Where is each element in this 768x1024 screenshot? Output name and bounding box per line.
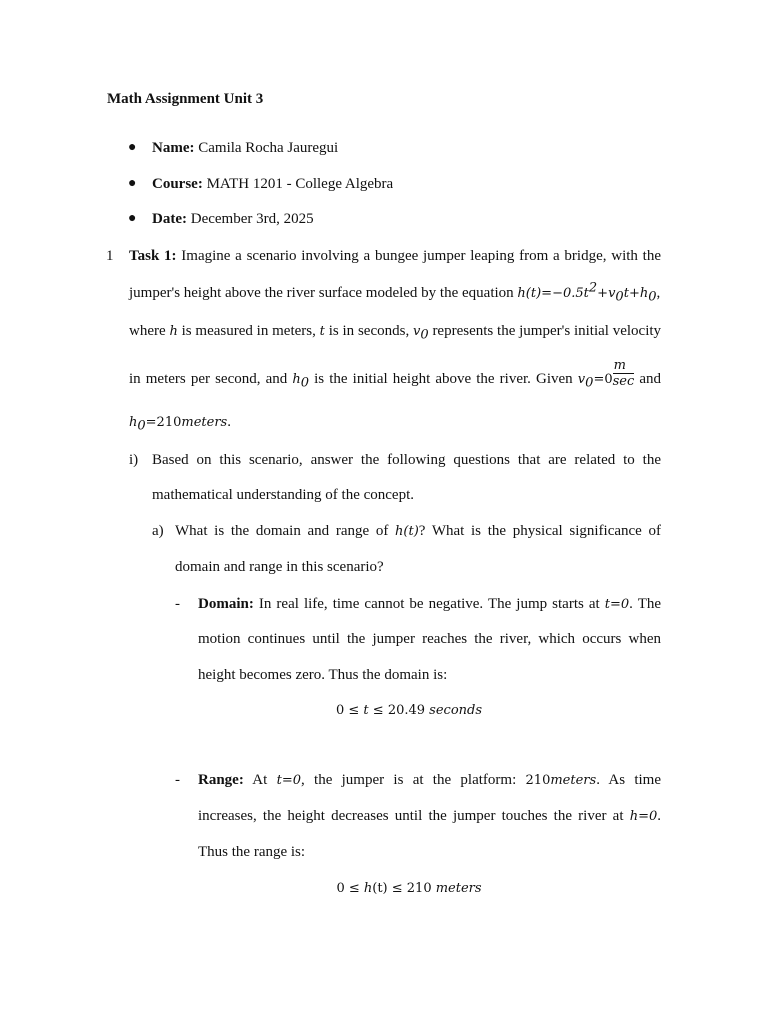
task-label: Task 1:	[129, 248, 177, 264]
page-title: Math Assignment Unit 3	[107, 91, 264, 107]
range-line-2: increases, the height decreases until the jumper touches the river at h=0.	[198, 808, 661, 824]
domain-result: 0 ≤ t ≤ 20.49 seconds	[335, 703, 483, 718]
date-label: Date:	[152, 211, 187, 227]
bullet-icon: ●	[128, 211, 137, 226]
task-line-3: where h is measured in meters, t is in seconds, $v_0$ represents the jumper's initial velocity	[129, 323, 662, 343]
range-marker: -	[175, 772, 180, 788]
domain-marker: -	[175, 596, 180, 612]
task-number: 1	[106, 248, 114, 264]
part-i-line-1: Based on this scenario, answer the following questions that are related to the	[152, 452, 661, 468]
task-line-5: $h_0=210meters$.	[129, 414, 231, 434]
task-line-4: in meters per second, and $h_0$ is the initial height above the river. Given $v_0=0$ $\frac{m}{\sec}$ and	[129, 358, 662, 391]
course-label: Course:	[152, 176, 203, 192]
name-value: Camila Rocha Jauregui	[198, 140, 339, 156]
part-i-marker: i)	[129, 452, 139, 468]
part-a-marker: a)	[152, 523, 164, 539]
name-label: Name:	[152, 140, 195, 156]
task-line-1: Task 1: Imagine a scenario involving a bungee jumper leaping from a bridge, with the	[129, 248, 661, 264]
domain-line-3: height becomes zero. Thus the domain is:	[198, 667, 448, 683]
domain-line-2: motion continues until the jumper reaches the river, which occurs when	[198, 631, 661, 647]
domain-line-1: Domain: In real life, time cannot be negative. The jump starts at t=0. The	[198, 596, 662, 612]
course-value: MATH 1201 - College Algebra	[206, 176, 394, 192]
bullet-icon: ●	[128, 176, 137, 191]
equation: $h(t)=-0.5t^2+v_0t+h_0$	[517, 280, 657, 305]
range-line-3: Thus the range is:	[198, 844, 306, 860]
date-value: December 3rd, 2025	[190, 211, 314, 227]
part-a-line-1: What is the domain and range of h(t)? What is the physical significance of	[175, 523, 662, 539]
velocity-fraction: $\frac{m}{\sec}$	[612, 358, 635, 389]
part-i-line-2: mathematical understanding of the concept.	[152, 487, 414, 503]
task-line-2: jumper's height above the river surface modeled by the equation $h(t)=-0.5t^2+v_0t+h_0$,	[129, 280, 661, 305]
range-result: 0 ≤ h(t) ≤ 210 meters	[336, 881, 482, 896]
range-line-1: Range: At t=0, the jumper is at the platform: 210meters. As time	[198, 772, 662, 788]
bullet-icon: ●	[128, 140, 137, 155]
part-a-line-2: domain and range in this scenario?	[175, 559, 384, 575]
